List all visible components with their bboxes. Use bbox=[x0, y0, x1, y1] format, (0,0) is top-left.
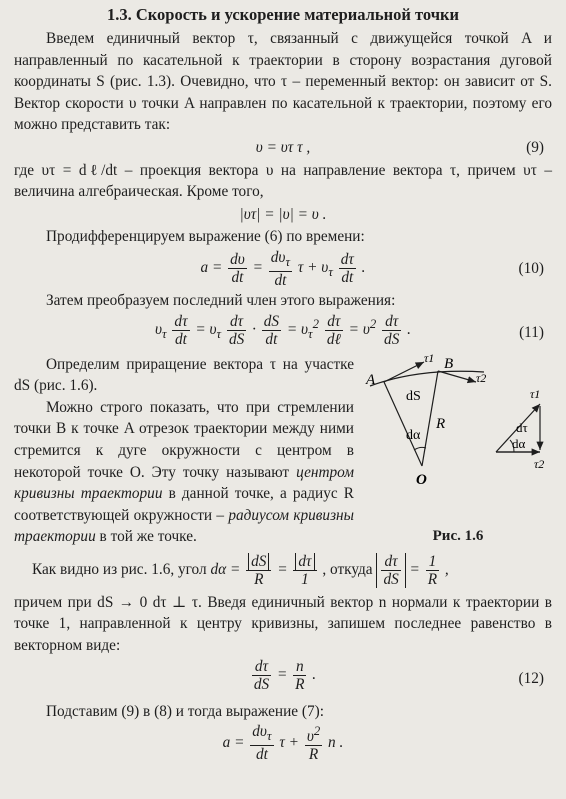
tau2-vector-at-B bbox=[438, 371, 476, 382]
paragraph-projection: где υτ = dℓ/dt – проекция вектора υ на направление вектора τ, причем υτ – величина алгебраическая. Кроме того, bbox=[14, 161, 552, 201]
equation-12 bbox=[14, 658, 552, 700]
tau1-vector-at-A bbox=[384, 362, 424, 382]
label-O: O bbox=[416, 471, 427, 488]
equation-angle bbox=[32, 549, 552, 591]
label-tau1-triangle: τ1 bbox=[530, 386, 541, 401]
equation-final bbox=[14, 723, 552, 765]
equation-12-number: (12) bbox=[518, 669, 544, 687]
label-tau2-triangle: τ2 bbox=[534, 456, 545, 471]
equation-angle-result: $\frac{d\tau}{dS}$ = $\frac{1}{R}$ , bbox=[376, 561, 448, 578]
label-dalpha-triangle: dα bbox=[512, 435, 526, 451]
paragraph-curvature bbox=[14, 397, 354, 548]
paragraph-differentiate: Продифференцируем выражение (6) по времени: bbox=[46, 228, 365, 246]
paragraph-normal: причем при dS → 0 dτ ⊥ τ. Введя единичный вектор n нормали к траектории в точке 1, направленной к центру кривизны, запишем последнее равенство в векторном виде: bbox=[14, 593, 552, 655]
paragraph-transform: Затем преобразуем последний член этого выражения: bbox=[46, 291, 396, 309]
wrapped-text bbox=[14, 354, 354, 548]
label-tau2-top: τ2 bbox=[476, 370, 487, 385]
equation-10-body: a = $\frac{d\upsilon}{dt}$ = $\frac{d\upsilon_\tau}{dt}$ $\tau + \upsilon_\tau$ $\frac{d\tau}{dt}$ . bbox=[200, 248, 366, 289]
label-dalpha: dα bbox=[406, 427, 421, 443]
equation-9-body: υ = υτ τ , bbox=[255, 138, 311, 156]
term-curvature-radius: радиусом кривизны траектории bbox=[14, 506, 354, 546]
label-tau1-top: τ1 bbox=[424, 353, 435, 365]
label-dS: dS bbox=[406, 388, 421, 404]
paragraph-substitute: Подставим (9) в (8) и тогда выражение (7): bbox=[46, 702, 324, 720]
equation-11 bbox=[14, 313, 552, 353]
equation-9 bbox=[14, 137, 552, 159]
equation-11-body: $\upsilon_\tau$ $\frac{d\tau}{dt}$ = $\upsilon_\tau$ $\frac{d\tau}{dS}$ · $\frac{dS}{dt}$ = $\upsilon_\tau^2$ $\frac{d\tau}{\text{dℓ}}$ = $\upsilon^2$ $\frac{d\tau}{dS}$ . bbox=[154, 312, 411, 348]
label-dtau: dτ bbox=[516, 419, 528, 435]
paragraph-intro: Введем единичный вектор τ, связанный с движущейся точкой A и направленный по касательной к траектории в сторону возрастания дуговой координаты S (рис. 1.3). Очевидно, что τ – переменный вектор: он зависит от S. Вектор скорости υ точки A направлен по касательной к траектории, поэтому его можно представить так: bbox=[14, 30, 552, 134]
label-A: A bbox=[366, 371, 376, 388]
equation-10-number: (10) bbox=[518, 260, 544, 278]
label-B: B bbox=[444, 355, 454, 372]
term-curvature-center: центром кривизны траектории bbox=[14, 463, 354, 503]
equation-9-number: (9) bbox=[526, 138, 544, 156]
angle-text-mid: , откуда bbox=[322, 560, 373, 578]
angle-text-start: Как видно из рис. 1.6, угол bbox=[32, 560, 207, 578]
equation-10 bbox=[14, 249, 552, 289]
paragraph-curvature-part1: Можно строго показать, что при стремлении точки B к точке A отрезок траектории между ними стремится к дуге окружности с центром в некоторой точке O. Эту точку называют bbox=[14, 398, 354, 481]
label-R: R bbox=[436, 415, 446, 432]
equation-11-number: (11) bbox=[519, 323, 544, 341]
paragraph-increment: Определим приращение вектора τ на участке dS (рис. 1.6). bbox=[14, 355, 354, 395]
figure-1-6 bbox=[364, 354, 552, 548]
equation-abs bbox=[14, 204, 552, 226]
equation-12-body: $\frac{d\tau}{dS}$ = $\frac{n}{R}$ . bbox=[253, 657, 317, 693]
figure-1-6-diagram bbox=[364, 354, 552, 522]
equation-angle-body: dα = $\frac{dS}{R}$ = $\frac{d\tau}{1}$ bbox=[210, 561, 322, 578]
trajectory-arc bbox=[370, 370, 487, 386]
paragraph-curvature-part2: в данной точке, а радиус R соответствующей окружности – bbox=[14, 485, 354, 524]
figure-caption: Рис. 1.6 bbox=[432, 528, 484, 545]
figure-wrap-section bbox=[14, 354, 552, 548]
paragraph-curvature-part3: в той же точке. bbox=[95, 528, 197, 546]
section-heading: 1.3. Скорость и ускорение материальной точки bbox=[106, 5, 460, 24]
equation-final-body: a = $\frac{d\upsilon_\tau}{dt}$ τ + $\frac{\upsilon^2}{R}$ n . bbox=[222, 723, 344, 764]
page bbox=[14, 4, 552, 766]
equation-abs-body: |υτ| = |υ| = υ . bbox=[239, 205, 327, 223]
